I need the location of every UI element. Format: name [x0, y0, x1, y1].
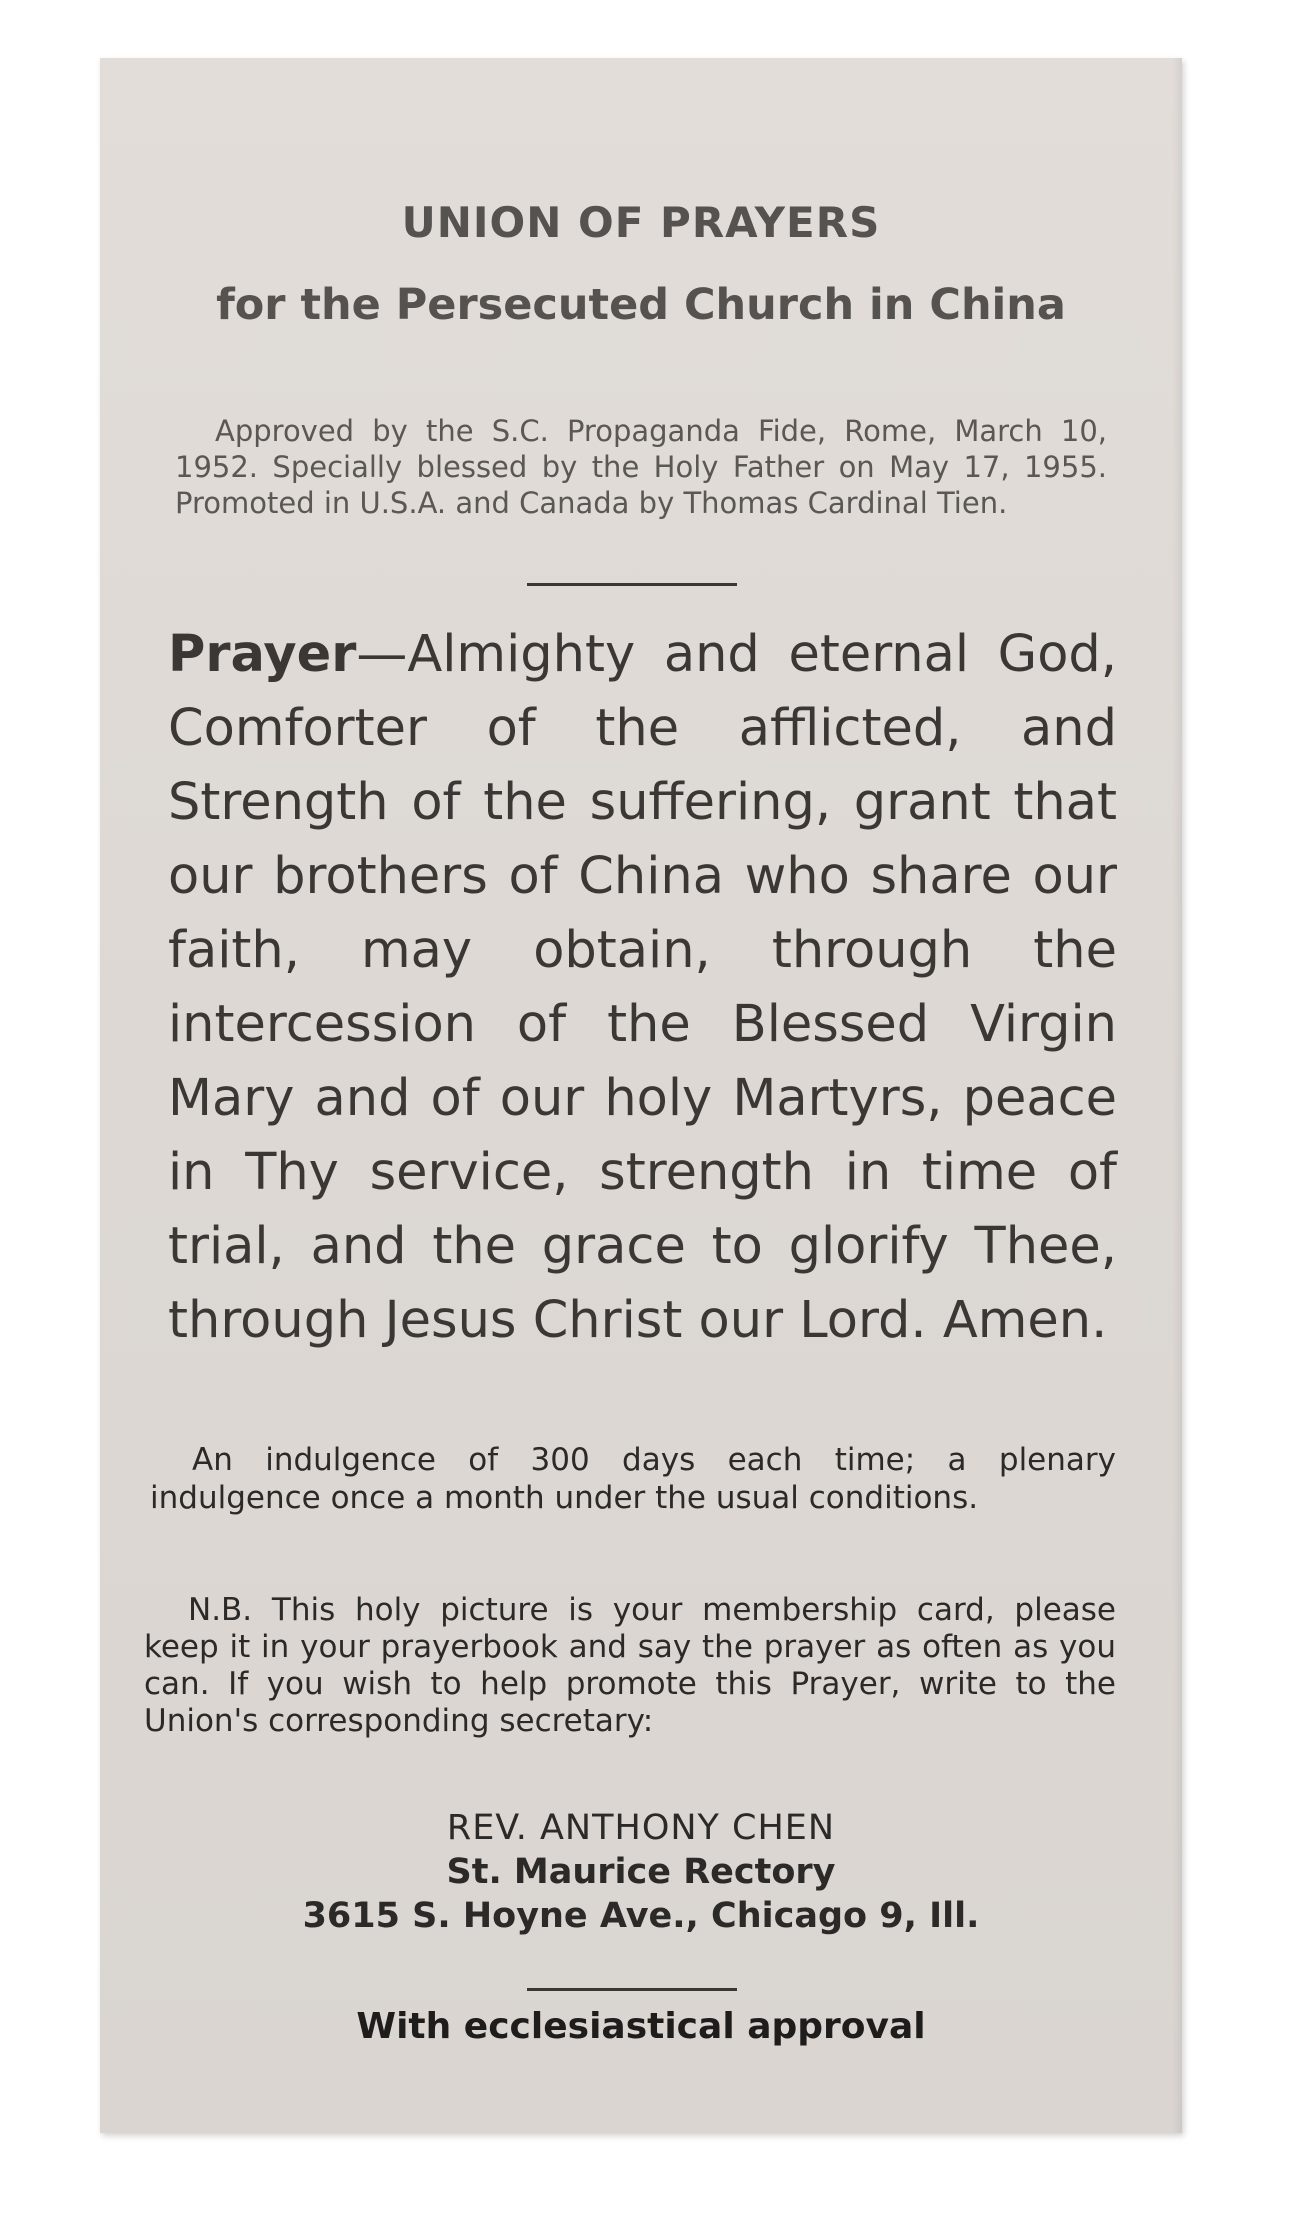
prayer-card — [100, 58, 1182, 2133]
divider-rule-bottom — [527, 1988, 737, 1991]
nb-note: N.B. This holy picture is your membership card, please keep it in your prayerbook and say the prayer as often as you can. If you wish to help promote this Prayer, write to the Union's corresponding secretary: — [144, 1592, 1116, 1739]
prayer-lead: Prayer — [168, 625, 357, 684]
indulgence-note: An indulgence of 300 days each time; a plenary indulgence once a month under the usual conditions. — [150, 1442, 1116, 1516]
prayer-text: —Almighty and eternal God, Comforter of the afflicted, and Strength of the suffering, grant that our brothers of China who share our faith, may obtain, through the intercession of the Blessed Virgin Mary and of our holy Martyrs, peace in Thy service, strength in time of trial, and the grace to glorify Thee, through Jesus Christ our Lord. Amen. — [168, 625, 1117, 1350]
address-street: 3615 S. Hoyne Ave., Chicago 9, Ill. — [302, 1896, 980, 1936]
card-title: UNION OF PRAYERS — [401, 198, 881, 247]
divider-rule — [527, 583, 737, 586]
address-name: REV. ANTHONY CHEN — [446, 1808, 836, 1848]
card-subtitle: for the Persecuted Church in China — [216, 280, 1066, 330]
prayer-paragraph — [168, 618, 1117, 1358]
approval-footer: With ecclesiastical approval — [356, 2006, 926, 2047]
approval-note: Approved by the S.C. Propaganda Fide, Rome, March 10, 1952. Specially blessed by the Holy Father on May 17, 1955. Promoted in U.S.A. and Canada by Thomas Cardinal Tien. — [175, 414, 1107, 520]
address-place: St. Maurice Rectory — [446, 1852, 836, 1892]
